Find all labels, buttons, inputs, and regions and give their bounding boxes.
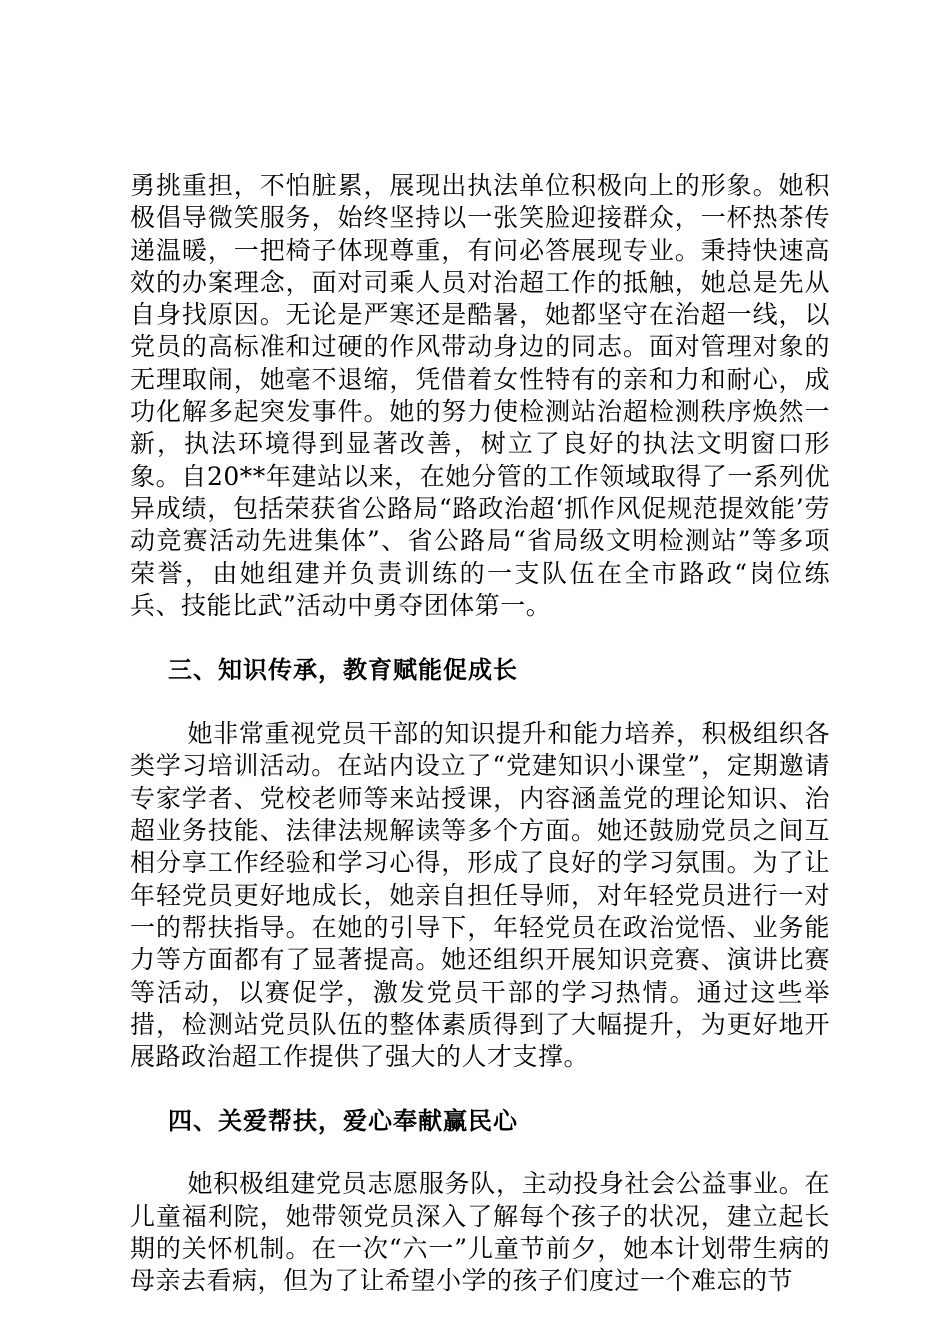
- section-heading-4: 四、关爱帮扶，爱心奉献赢民心: [168, 1107, 518, 1136]
- paragraph-continued: 勇挑重担，不怕脏累，展现出执法单位积极向上的形象。她积极倡导微笑服务，始终坚持以一张笑脸迎接群众，一杯热茶传递温暖，一把椅子体现尊重，有问必答展现专业。秉持快速高效的办案理念，面对司乘人员对治超工作的抵触，她总是先从自身找原因。无论是严寒还是酷暑，她都坚守在治超一线，以党员的高标准和过硬的作风带动身边的同志。面对管理对象的无理取闹，她毫不退缩，凭借着女性特有的亲和力和耐心，成功化解多起突发事件。她的努力使检测站治超检测秩序焕然一新，执法环境得到显著改善，树立了良好的执法文明窗口形象。自20**年建站以来，在她分管的工作领域取得了一系列优异成绩，包括荣获省公路局“路政治超‘抓作风促规范提效能’劳动竞赛活动先进集体”、省公路局“省局级文明检测站”等多项荣誉，由她组建并负责训练的一支队伍在全市路政“岗位练兵、技能比武”活动中勇夺团体第一。: [130, 171, 830, 620]
- section-heading-3: 三、知识传承，教育赋能促成长: [168, 656, 518, 685]
- paragraph-care: 她积极组建党员志愿服务队，主动投身社会公益事业。在儿童福利院，她带领党员深入了解每个孩子的状况，建立起长期的关怀机制。在一次“六一”儿童节前夕，她本计划带生病的母亲去看病，但为了让希望小学的孩子们度过一个难忘的节: [130, 1169, 830, 1296]
- document-body: [130, 170, 830, 1298]
- paragraph-knowledge: 她非常重视党员干部的知识提升和能力培养，积极组织各类学习培训活动。在站内设立了“党建知识小课堂”，定期邀请专家学者、党校老师等来站授课，内容涵盖党的理论知识、治超业务技能、法律法规解读等多个方面。她还鼓励党员之间互相分享工作经验和学习心得，形成了良好的学习氛围。为了让年轻党员更好地成长，她亲自担任导师，对年轻党员进行一对一的帮扶指导。在她的引导下，年轻党员在政治觉悟、业务能力等方面都有了显著提高。她还组织开展知识竞赛、演讲比赛等活动，以赛促学，激发党员干部的学习热情。通过这些举措，检测站党员队伍的整体素质得到了大幅提升，为更好地开展路政治超工作提供了强大的人才支撑。: [130, 719, 830, 1072]
